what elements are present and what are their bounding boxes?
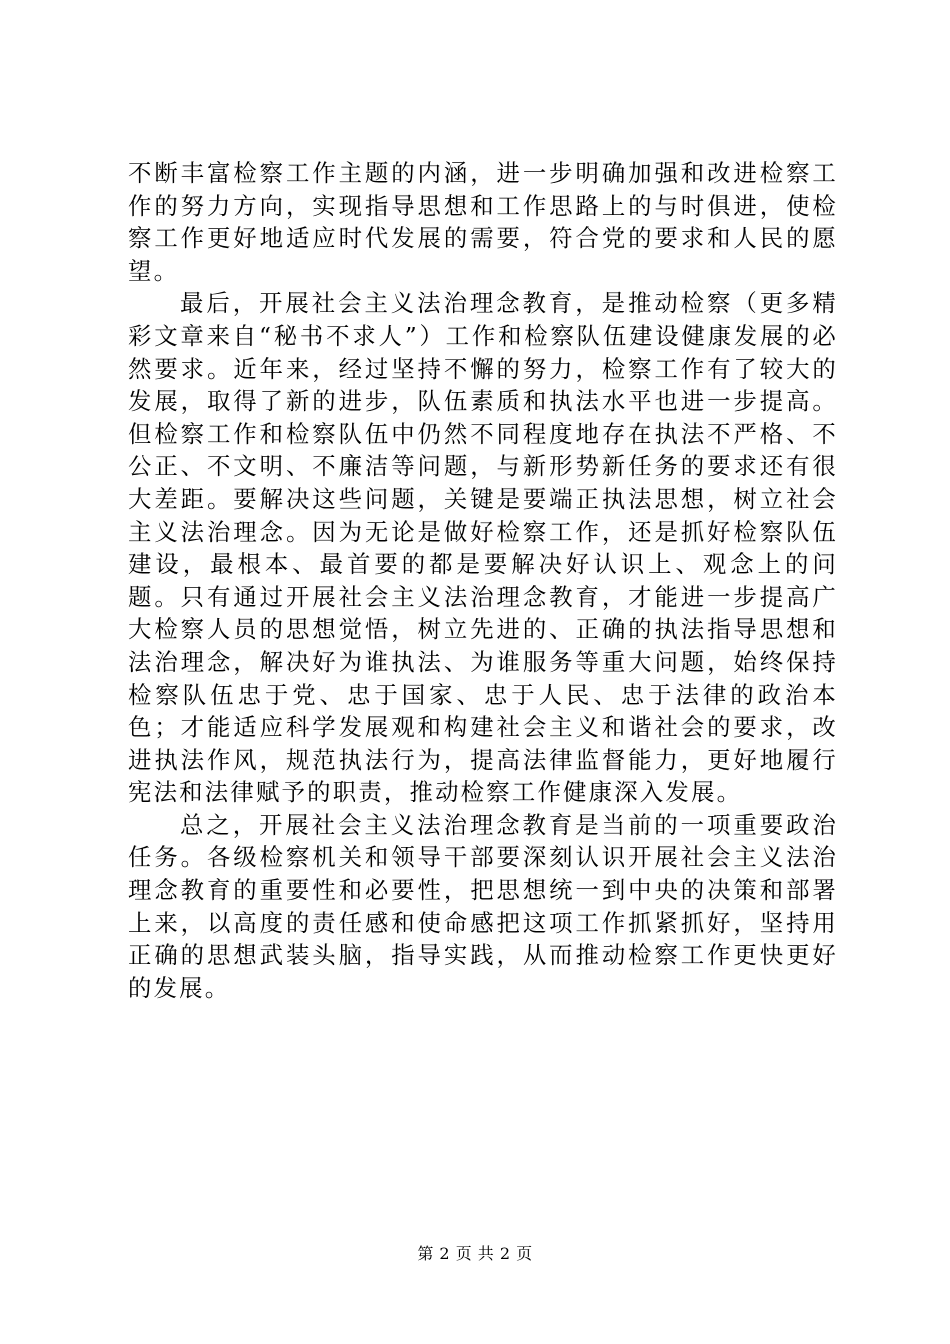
document-body [128, 157, 838, 1004]
paragraph-conclusion: 总之，开展社会主义法治理念教育是当前的一项重要政治任务。各级检察机关和领导干部要深刻认识开展社会主义法治理念教育的重要性和必要性，把思想统一到中央的决策和部署上来，以高度的责任感和使命感把这项工作抓紧抓好，坚持用正确的思想武装头脑，指导实践，从而推动检察工作更快更好的发展。 [128, 810, 838, 1002]
paragraph-finally: 最后，开展社会主义法治理念教育，是推动检察（更多精彩文章来自“秘书不求人”）工作和检察队伍建设健康发展的必然要求。近年来，经过坚持不懈的努力，检察工作有了较大的发展，取得了新的进步，队伍素质和执法水平也进一步提高。但检察工作和检察队伍中仍然不同程度地存在执法不严格、不公正、不文明、不廉洁等问题，与新形势新任务的要求还有很大差距。要解决这些问题，关键是要端正执法思想，树立社会主义法治理念。因为无论是做好检察工作，还是抓好检察队伍建设，最根本、最首要的都是要解决好认识上、观念上的问题。只有通过开展社会主义法治理念教育，才能进一步提高广大检察人员的思想觉悟，树立先进的、正确的执法指导思想和法治理念，解决好为谁执法、为谁服务等重大问题，始终保持检察队伍忠于党、忠于国家、忠于人民、忠于法律的政治本色；才能适应科学发展观和构建社会主义和谐社会的要求，改进执法作风，规范执法行为，提高法律监督能力，更好地履行宪法和法律赋予的职责，推动检察工作健康深入发展。 [128, 289, 838, 807]
page-footer: 第 2 页 共 2 页 [417, 1244, 533, 1263]
paragraph-continuation: 不断丰富检察工作主题的内涵，进一步明确加强和改进检察工作的努力方向，实现指导思想和工作思路上的与时俱进，使检察工作更好地适应时代发展的需要，符合党的要求和人民的愿望。 [128, 159, 838, 285]
